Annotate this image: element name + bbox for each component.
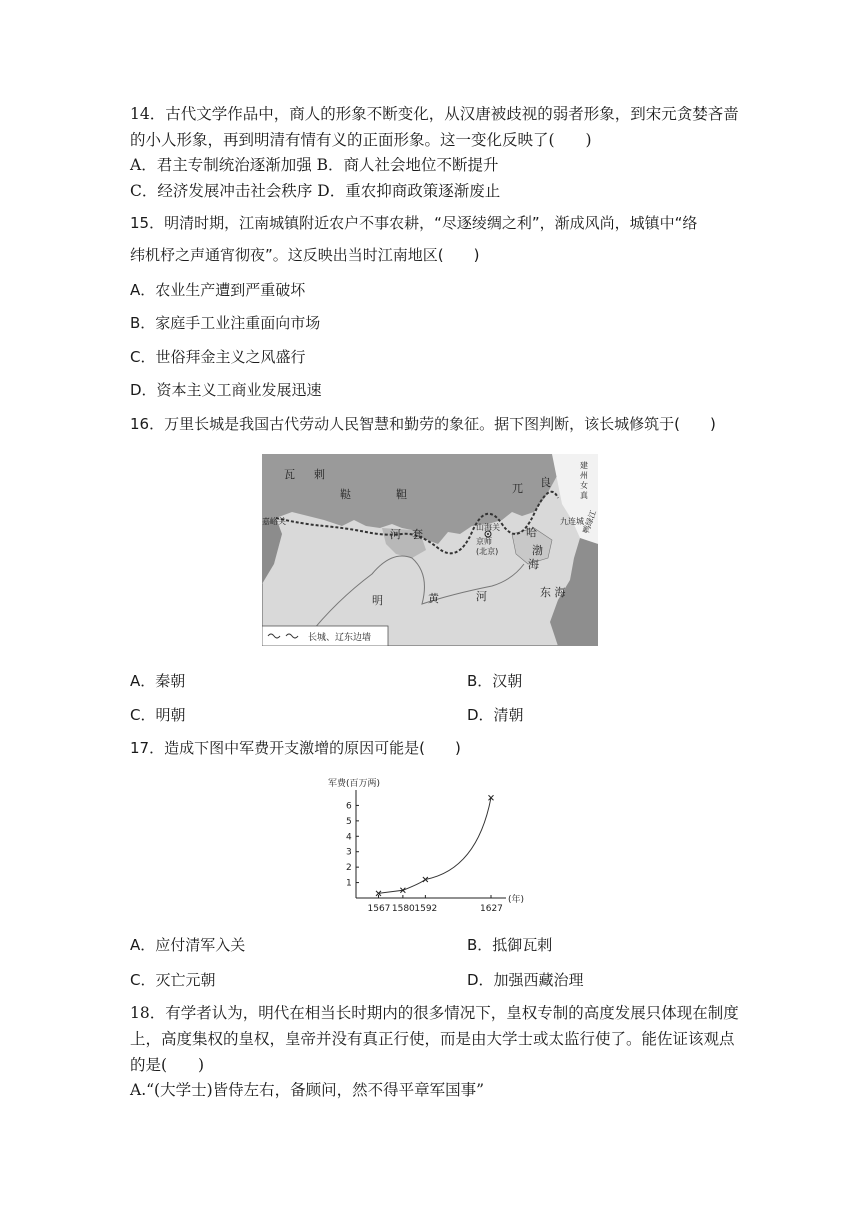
map-label-yalujiang: 鸭绿江 (581, 509, 598, 535)
map-label-ming: 明 (372, 594, 383, 607)
q15-option-c: C．世俗拜金主义之风盛行 (130, 348, 306, 366)
series-line (379, 798, 492, 894)
map-label-shanhaiguan: 山海关 (476, 523, 500, 532)
map-label-da: 鞑 (340, 488, 351, 501)
q14-stem-line2: 的小人形象，再到明清有情有义的正面形象。这一变化反映了( ) (130, 131, 592, 149)
map-label-he2: 河 (476, 590, 487, 603)
map-label-bo: 渤 (532, 544, 543, 557)
map-label-dan: 靼 (396, 488, 407, 501)
map-label-beijing: (北京) (476, 547, 499, 556)
x-tick-label: 1580 (391, 904, 415, 914)
y-tick-label: 3 (346, 847, 352, 858)
map-label-donghai: 东 海 (540, 586, 566, 599)
q17-option-d: D．加强西藏治理 (467, 971, 584, 989)
y-tick-label: 2 (346, 863, 352, 874)
q15-option-b: B．家庭手工业注重面向市场 (130, 314, 321, 332)
map-label-jianzhou-3: 女 (580, 481, 588, 490)
q16-option-a: A．秦朝 (130, 672, 186, 690)
map-label-jiayuguan: 嘉峪关 (262, 517, 286, 526)
map-label-tao: 套 (412, 528, 423, 541)
map-label-jianzhou-4: 真 (580, 491, 588, 500)
q15-option-a: A．农业生产遭到严重破坏 (130, 281, 306, 299)
q18-stem-line3: 的是( ) (130, 1056, 205, 1074)
q14-options-cd: C．经济发展冲击社会秩序 D．重农抑商政策逐渐废止 (130, 182, 501, 200)
q16-option-d: D．清朝 (467, 706, 524, 724)
q14-stem-line1: 14．古代文学作品中，商人的形象不断变化，从汉唐被歧视的弱者形象，到宋元贪婪吝啬 (130, 105, 739, 123)
y-tick-label: 4 (346, 832, 352, 843)
q18-option-a: A.“(大学士)皆侍左右，备顾问，然不得平章军国事” (130, 1081, 485, 1099)
map-label-jingshi: 京师 (476, 537, 492, 546)
chart-x-axis-label: (年) (508, 895, 525, 905)
y-tick-label: 1 (346, 878, 352, 889)
map-label-wu: 兀 (512, 482, 523, 495)
q16-stem: 16．万里长城是我国古代劳动人民智慧和勤劳的象征。据下图判断，该长城修筑于( ) (130, 415, 716, 433)
map-legend-label: 长城、辽东边墙 (308, 633, 372, 643)
map-label-jianzhou-1: 建 (580, 461, 588, 470)
x-tick-label: 1627 (480, 904, 503, 914)
q16-option-c: C．明朝 (130, 706, 186, 724)
q17-option-a: A．应付清军入关 (130, 936, 246, 954)
great-wall-map (262, 454, 598, 646)
q17-option-c: C．灭亡元朝 (130, 971, 216, 989)
map-label-liang: 良 (540, 476, 551, 489)
map-label-wa: 瓦 (284, 468, 295, 481)
y-tick-label: 5 (346, 816, 352, 827)
map-label-la: 剌 (314, 468, 325, 481)
q16-option-b: B．汉朝 (467, 672, 523, 690)
chart-y-axis-label: 军费(百万两) (328, 779, 381, 789)
q17-option-b: B．抵御瓦剌 (467, 936, 553, 954)
y-tick-label: 6 (346, 801, 352, 812)
q15-stem-line2: 纬机杼之声通宵彻夜”。这反映出当时江南地区( ) (130, 246, 480, 264)
military-expense-chart (322, 776, 542, 916)
q14-options-ab: A．君主专制统治逐渐加强 B．商人社会地位不断提升 (130, 156, 499, 174)
q17-stem: 17．造成下图中军费开支激增的原因可能是( ) (130, 739, 461, 757)
map-label-huang: 黄 (428, 592, 439, 605)
map-label-jiuliancheng: 九连城 (560, 517, 584, 526)
map-label-hai: 海 (528, 558, 539, 571)
x-tick-label: 1592 (414, 904, 438, 914)
q15-stem-line1: 15．明清时期，江南城镇附近农户不事农耕，“尽逐绫绸之利”，渐成风尚，城镇中“络 (130, 214, 698, 232)
capital-dot-icon (487, 533, 489, 535)
map-label-he: 河 (390, 528, 401, 541)
map-label-ha: 哈 (526, 526, 537, 539)
map-label-jianzhou-2: 州 (580, 471, 588, 480)
q18-stem-line2: 上，高度集权的皇权，皇帝并没有真正行使，而是由大学士或太监行使了。能佐证该观点 (130, 1030, 735, 1048)
q18-stem-line1: 18．有学者认为，明代在相当长时期内的很多情况下，皇权专制的高度发展只体现在制度 (130, 1004, 739, 1022)
q15-option-d: D．资本主义工商业发展迅速 (130, 381, 322, 399)
x-tick-label: 1567 (367, 904, 391, 914)
